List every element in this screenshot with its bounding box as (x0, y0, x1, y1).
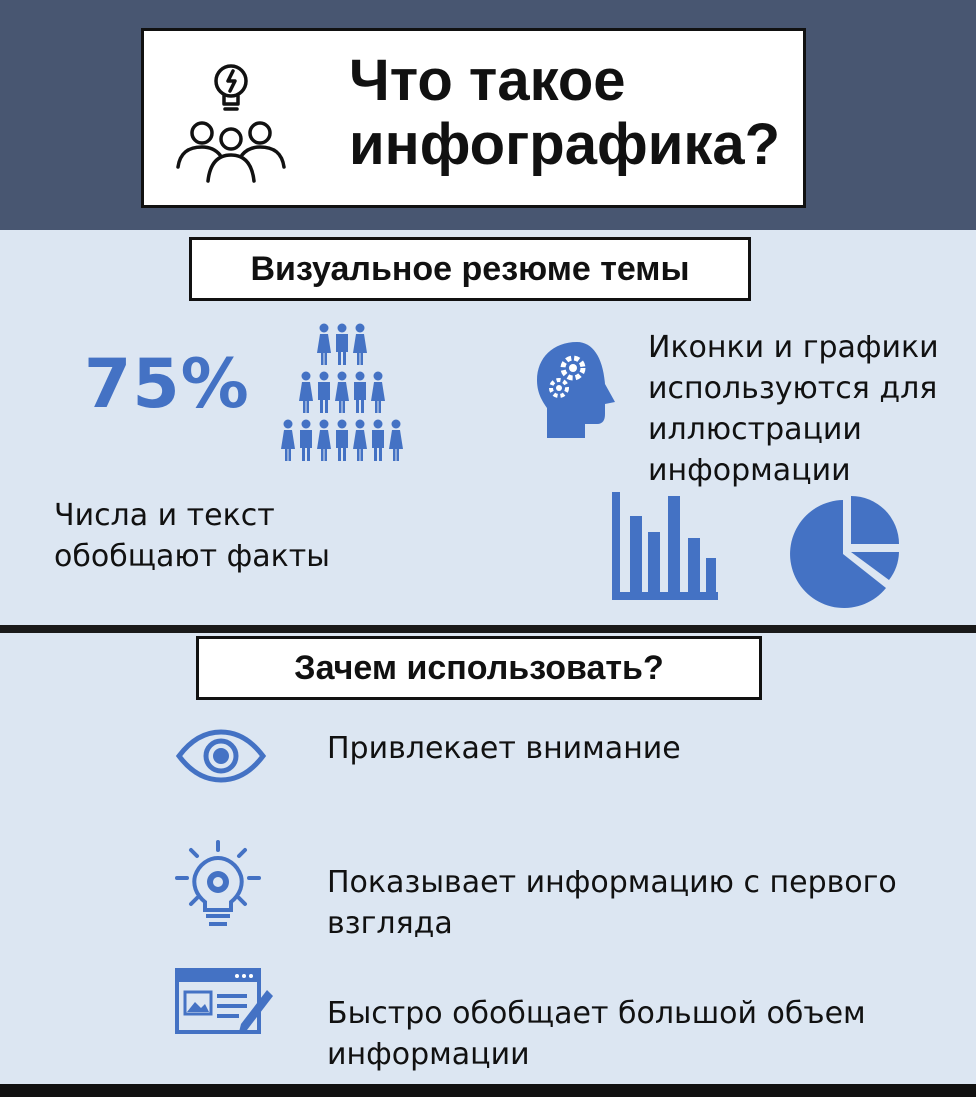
head-gears-icon (533, 340, 618, 440)
stat-percentage: 75% (84, 345, 250, 424)
person-figure (335, 372, 349, 414)
section-divider (0, 625, 976, 633)
person-figure (318, 372, 330, 414)
person-figure (281, 420, 295, 462)
person-figure (300, 420, 312, 462)
numbers-description: Числа и текст обобщают факты (54, 498, 330, 574)
person-figure (336, 420, 348, 462)
pie-chart-icon (783, 496, 908, 611)
section-label-reasons: Зачем использовать? (196, 636, 762, 700)
reason-attention: Привлекает внимание (327, 731, 681, 766)
person-figure (354, 372, 366, 414)
eye-icon (176, 730, 266, 782)
person-figure (372, 420, 384, 462)
reason-at-a-glance (327, 862, 976, 944)
title-line-2: инфографика? (349, 112, 781, 177)
person-figure (317, 420, 331, 462)
reason-summarize: Быстро обобщает большой объем информации (327, 996, 866, 1072)
document-edit-icon (175, 968, 275, 1036)
person-figure (353, 324, 367, 366)
bar-chart-icon (612, 492, 722, 602)
icons-description: Иконки и графики используются для иллюстрации информации (648, 330, 939, 488)
person-figure (353, 420, 367, 462)
section-label-summary: Визуальное резюме темы (189, 237, 751, 301)
title-line-1: Что такое (349, 48, 626, 113)
reason-at-a-glance-text: Показывает информацию с первого взгляда (327, 865, 897, 941)
person-figure (336, 324, 348, 366)
person-figure (371, 372, 385, 414)
person-figure (317, 324, 331, 366)
title-box (141, 28, 806, 208)
page-title (349, 49, 789, 177)
person-figure (299, 372, 313, 414)
bottom-border (0, 1084, 976, 1097)
person-figure (389, 420, 403, 462)
people-pyramid-icon (272, 323, 412, 473)
team-idea-icon (166, 53, 296, 183)
lightbulb-gear-icon (173, 840, 263, 930)
